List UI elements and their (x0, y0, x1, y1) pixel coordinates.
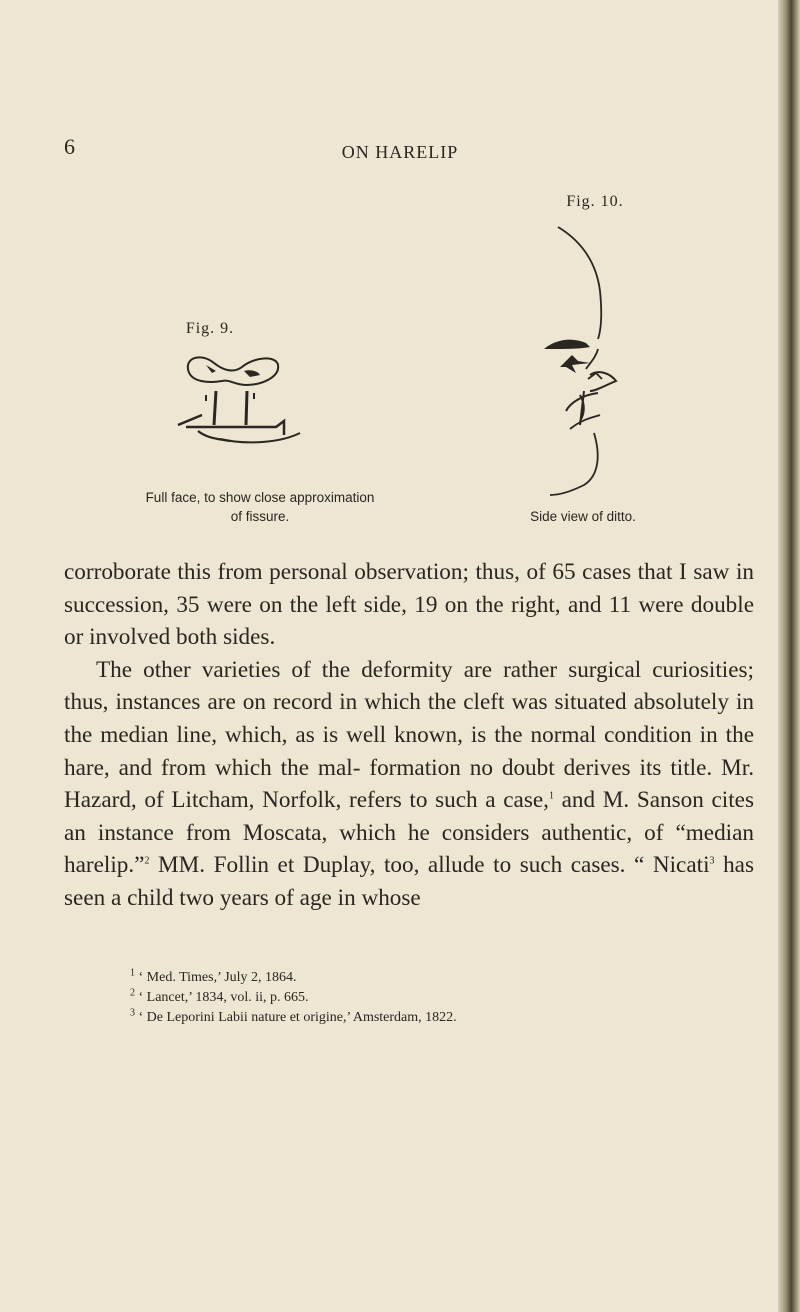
figure-9-caption-line-2: of fissure. (230, 509, 290, 524)
figure-10-label: Fig. 10. (566, 193, 624, 210)
figure-9-caption-line-1: Full face, to show close approximation (145, 490, 375, 505)
figure-10-caption: Side view of ditto. (530, 509, 636, 524)
footnote-ref-1: 1 (548, 790, 554, 802)
figure-9-caption (70, 488, 450, 526)
footnote-3-mark: 3 (130, 1007, 135, 1019)
paragraph-1: corroborate this from personal observation; thus, of 65 cases that I saw in succession, 35 were on the left side, 19 on the right, and 11 were double or involved both sides. (64, 559, 754, 651)
figure-10-illustration (520, 215, 670, 515)
paragraph-2-part-b: and M. Sanson cites an instance from Moscata, which he considers authentic, of “median harelip.” (64, 787, 754, 879)
footnote-1-text: ‘ Med. Times,’ July 2, 1864. (138, 970, 297, 985)
paragraph-2-part-c: MM. Follin et Duplay, too, allude to such cases. “ Nicati (149, 852, 710, 879)
figure-9-illustration (150, 345, 320, 445)
page-edge-shadow (778, 0, 800, 1312)
body-text (64, 556, 754, 915)
footnote-2 (130, 988, 457, 1008)
figure-9-label: Fig. 9. (185, 320, 235, 337)
page-number: 6 (64, 134, 75, 159)
paragraph-2 (64, 654, 754, 915)
paragraph-2-part-a: The other varieties of the deformity are rather surgical curiosities; thus, instances are on record in which the cleft was situated absolutely in the median line, which, as is well known, is the normal condition in the hare, and from which the mal- formation no doubt derives its title. Mr. Hazard, of Litcham, Norfolk, refers to such a case, (64, 656, 754, 814)
footnote-3 (130, 1008, 457, 1028)
footnote-1 (130, 968, 457, 988)
footnote-2-mark: 2 (130, 987, 135, 999)
running-head: ON HARELIP (341, 142, 459, 162)
footnotes (130, 968, 457, 1028)
paragraph-2-part-d: has seen a child two years of age in whose (64, 852, 754, 911)
footnote-2-text: ‘ Lancet,’ 1834, vol. ii, p. 665. (138, 990, 309, 1005)
footnote-ref-2: 2 (144, 855, 150, 867)
footnote-3-text: ‘ De Leporini Labii nature et origine,’ Amsterdam, 1822. (138, 1010, 457, 1025)
footnote-ref-3: 3 (709, 855, 715, 867)
footnote-1-mark: 1 (130, 967, 135, 979)
